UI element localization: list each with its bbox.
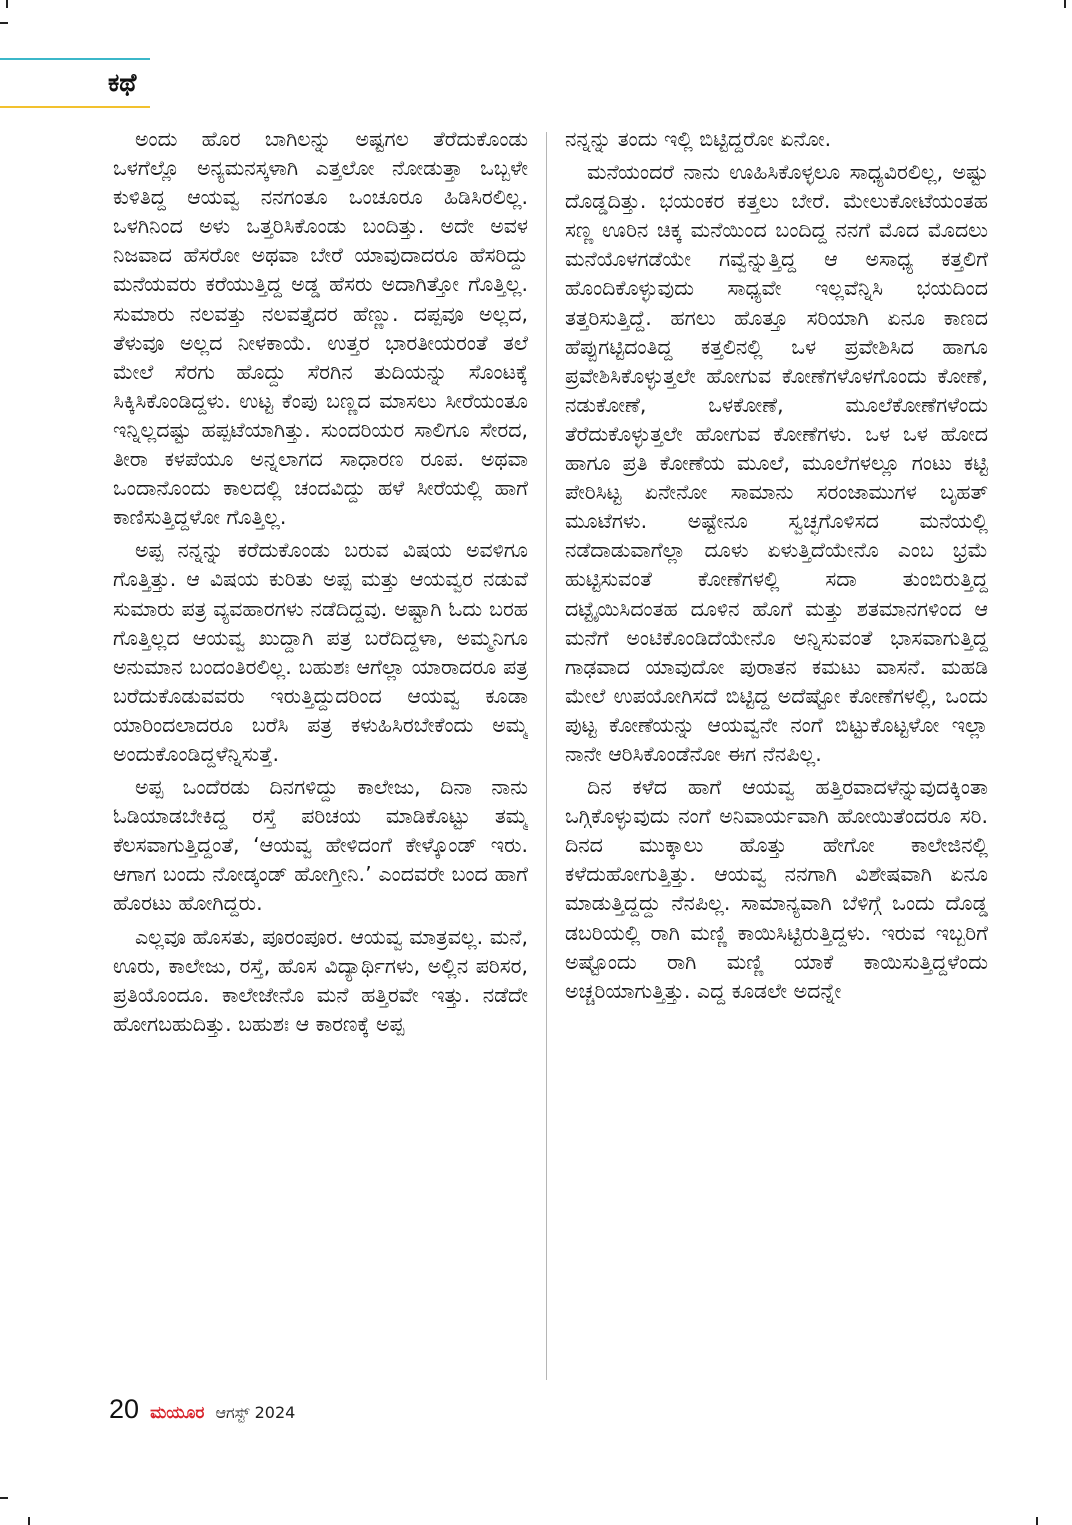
crop-mark-top-left [6, 0, 8, 8]
column-divider [546, 132, 547, 1380]
issue-date: ಆಗಸ್ಟ್ 2024 [215, 1403, 296, 1422]
paragraph: ದಿನ ಕಳೆದ ಹಾಗೆ ಆಯವ್ವ ಹತ್ತಿರವಾದಳೆನ್ನುವುದಕ್ಕಿಂತಾ ಒಗ್ಗಿಕೊಳ್ಳುವುದು ನಂಗೆ ಅನಿವಾರ್ಯವಾಗಿ ಹೋಯಿತೆಂದರೂ ಸರಿ. ದಿನದ ಮುಕ್ಕಾಲು ಹೊತ್ತು ಹೇಗೋ ಕಾಲೇಜಿನಲ್ಲಿ ಕಳೆದುಹೋಗುತ್ತಿತ್ತು. ಆಯವ್ವ ನನಗಾಗಿ ವಿಶೇಷವಾಗಿ ಏನೂ ಮಾಡುತ್ತಿದ್ದದ್ದು ನೆನಪಿಲ್ಲ. ಸಾಮಾನ್ಯವಾಗಿ ಬೆಳಿಗ್ಗೆ ಒಂದು ದೊಡ್ಡ ಡಬರಿಯಲ್ಲಿ ರಾಗಿ ಮಣ್ಣಿ ಕಾಯಿಸಿಟ್ಟಿರುತ್ತಿದ್ದಳು. ಇರುವ ಇಬ್ಬರಿಗೆ ಅಷ್ಟೊಂದು ರಾಗಿ ಮಣ್ಣಿ ಯಾಕೆ ಕಾಯಿಸುತ್ತಿದ್ದಳೆಂದು ಅಚ್ಚರಿಯಾಗುತ್ತಿತ್ತು. ಎದ್ದ ಕೂಡಲೇ ಅದನ್ನೇ [565, 775, 988, 1003]
magazine-logo: ಮಯೂರ [150, 1403, 205, 1423]
header-rule-yellow [0, 106, 150, 108]
paragraph: ಎಲ್ಲವೂ ಹೊಸತು, ಪೂರಂಪೂರ. ಆಯವ್ವ ಮಾತ್ರವಲ್ಲ. ಮನೆ, ಊರು, ಕಾಲೇಜು, ರಸ್ತೆ, ಹೊಸ ವಿದ್ಯಾರ್ಥಿಗಳು, ಅಲ್ಲಿನ ಪರಿಸರ, ಪ್ರತಿಯೊಂದೂ. ಕಾಲೇಜೇನೊ ಮನೆ ಹತ್ತಿರವೇ ಇತ್ತು. ನಡೆದೇ ಹೋಗಬಹುದಿತ್ತು. ಬಹುಶಃ ಆ ಕಾರಣಕ್ಕೆ ಅಪ್ಪ [113, 924, 528, 1036]
page-number: 20 [109, 1394, 140, 1424]
crop-mark-bottom-left [0, 1497, 8, 1499]
page-footer [109, 1394, 295, 1426]
crop-mark-top-left-h [0, 22, 8, 24]
section-header [0, 58, 150, 108]
paragraph: ನನ್ನನ್ನು ತಂದು ಇಲ್ಲಿ ಬಿಟ್ಟಿದ್ದರೋ ಏನೋ. [565, 127, 832, 151]
paragraph: ಅಪ್ಪ ನನ್ನನ್ನು ಕರೆದುಕೊಂಡು ಬರುವ ವಿಷಯ ಅವಳಿಗೂ ಗೊತ್ತಿತ್ತು. ಆ ವಿಷಯ ಕುರಿತು ಅಪ್ಪ ಮತ್ತು ಆಯವ್ವರ ನಡುವೆ ಸುಮಾರು ಪತ್ರ ವ್ಯವಹಾರಗಳು ನಡೆದಿದ್ದವು. ಅಷ್ಟಾಗಿ ಓದು ಬರಹ ಗೊತ್ತಿಲ್ಲದ ಆಯವ್ವ ಖುದ್ದಾಗಿ ಪತ್ರ ಬರೆದಿದ್ದಳಾ, ಅಮ್ಮನಿಗೂ ಅನುಮಾನ ಬಂದಂತಿರಲಿಲ್ಲ. ಬಹುಶಃ ಆಗೆಲ್ಲಾ ಯಾರಾದರೂ ಪತ್ರ ಬರೆದುಕೊಡುವವರು ಇರುತ್ತಿದ್ದುದರಿಂದ ಆಯವ್ವ ಕೂಡಾ ಯಾರಿಂದಲಾದರೂ ಬರೆಸಿ ಪತ್ರ ಕಳುಹಿಸಿರಬೇಕೆಂದು ಅಮ್ಮ ಅಂದುಕೊಂಡಿದ್ದಳೆನ್ನಿಸುತ್ತೆ. [113, 538, 528, 766]
left-column [113, 125, 528, 1380]
header-rule-teal [0, 58, 150, 60]
section-label: ಕಥೆ [108, 68, 137, 97]
right-column [565, 125, 988, 1380]
paragraph: ಅಪ್ಪ ಒಂದೆರಡು ದಿನಗಳಿದ್ದು ಕಾಲೇಜು, ದಿನಾ ನಾನು ಓಡಿಯಾಡಬೇಕಿದ್ದ ರಸ್ತೆ ಪರಿಚಯ ಮಾಡಿಕೊಟ್ಟು ತಮ್ಮ ಕೆಲಸವಾಗುತ್ತಿದ್ದಂತೆ, ‘ಆಯವ್ವ ಹೇಳಿದಂಗೆ ಕೇಳ್ಕೊಂಡ್ ಇರು. ಆಗಾಗ ಬಂದು ನೋಡ್ಕಂಡ್ ಹೋಗ್ತೀನಿ.’ ಎಂದವರೇ ಬಂದ ಹಾಗೆ ಹೊರಟು ಹೋಗಿದ್ದರು. [113, 775, 528, 916]
crop-mark-bottom-right [1036, 1517, 1038, 1525]
paragraph: ಮನೆಯಂದರೆ ನಾನು ಊಹಿಸಿಕೊಳ್ಳಲೂ ಸಾಧ್ಯವಿರಲಿಲ್ಲ, ಅಷ್ಟು ದೊಡ್ಡದಿತ್ತು. ಭಯಂಕರ ಕತ್ತಲು ಬೇರೆ. ಮೇಲುಕೋಟೆಯಂತಹ ಸಣ್ಣ ಊರಿನ ಚಿಕ್ಕ ಮನೆಯಿಂದ ಬಂದಿದ್ದ ನನಗೆ ಮೊದ ಮೊದಲು ಮನೆಯೊಳಗಡೆಯೇ ಗವ್ವೆನ್ನುತ್ತಿದ್ದ ಆ ಅಸಾಧ್ಯ ಕತ್ತಲಿಗೆ ಹೊಂದಿಕೊಳ್ಳುವುದು ಸಾಧ್ಯವೇ ಇಲ್ಲವೆನ್ನಿಸಿ ಭಯದಿಂದ ತತ್ತರಿಸುತ್ತಿದ್ದೆ. ಹಗಲು ಹೊತ್ತೂ ಸರಿಯಾಗಿ ಏನೂ ಕಾಣದ ಹೆಪ್ಪುಗಟ್ಟಿದಂತಿದ್ದ ಕತ್ತಲಿನಲ್ಲಿ ಒಳ ಪ್ರವೇಶಿಸಿದ ಹಾಗೂ ಪ್ರವೇಶಿಸಿಕೊಳ್ಳುತ್ತಲೇ ಹೋಗುವ ಕೋಣೆಗಳೊಳಗೊಂದು ಕೋಣೆ, ನಡುಕೋಣೆ, ಒಳಕೋಣೆ, ಮೂಲೆಕೋಣೆಗಳೆಂದು ತೆರೆದುಕೊಳ್ಳುತ್ತಲೇ ಹೋಗುವ ಕೋಣೆಗಳು. ಒಳ ಒಳ ಹೋದ ಹಾಗೂ ಪ್ರತಿ ಕೋಣೆಯ ಮೂಲೆ, ಮೂಲೆಗಳಲ್ಲೂ ಗಂಟು ಕಟ್ಟಿ ಪೇರಿಸಿಟ್ಟ ಏನೇನೋ ಸಾಮಾನು ಸರಂಜಾಮುಗಳ ಬೃಹತ್ ಮೂಟೆಗಳು. ಅಷ್ಟೇನೂ ಸ್ವಚ್ಛಗೊಳಿಸದ ಮನೆಯಲ್ಲಿ ನಡೆದಾಡುವಾಗೆಲ್ಲಾ ದೂಳು ಏಳುತ್ತಿದೆಯೇನೊ ಎಂಬ ಭ್ರಮೆ ಹುಟ್ಟಿಸುವಂತೆ ಕೋಣೆಗಳಲ್ಲಿ ಸದಾ ತುಂಬಿರುತ್ತಿದ್ದ ದಟ್ಟೈಯಿಸಿದಂತಹ ದೂಳಿನ ಹೊಗೆ ಮತ್ತು ಶತಮಾನಗಳಿಂದ ಆ ಮನೆಗೆ ಅಂಟಿಕೊಂಡಿದೆಯೇನೊ ಅನ್ನಿಸುವಂತೆ ಭಾಸವಾಗುತ್ತಿದ್ದ ಗಾಢವಾದ ಯಾವುದೋ ಪುರಾತನ ಕಮಟು ವಾಸನೆ. ಮಹಡಿ ಮೇಲೆ ಉಪಯೋಗಿಸದೆ ಬಿಟ್ಟಿದ್ದ ಅದೆಷ್ಟೋ ಕೋಣೆಗಳಲ್ಲಿ, ಒಂದು ಪುಟ್ಟ ಕೋಣೆಯನ್ನು ಆಯವ್ವನೇ ನಂಗೆ ಬಿಟ್ಟುಕೊಟ್ಟಳೋ ಇಲ್ಲಾ ನಾನೇ ಆರಿಸಿಕೊಂಡೆನೋ ಈಗ ನೆನಪಿಲ್ಲ. [565, 160, 988, 766]
crop-mark-bottom-left-v [28, 1517, 30, 1525]
paragraph: ಅಂದು ಹೊರ ಬಾಗಿಲನ್ನು ಅಷ್ಟಗಲ ತೆರೆದುಕೊಂಡು ಒಳಗೆಲ್ಲೊ ಅನ್ಯಮನಸ್ಕಳಾಗಿ ಎತ್ತಲೋ ನೋಡುತ್ತಾ ಒಬ್ಬಳೇ ಕುಳಿತಿದ್ದ ಆಯವ್ವ ನನಗಂತೂ ಒಂಚೂರೂ ಹಿಡಿಸಿರಲಿಲ್ಲ. ಒಳಗಿನಿಂದ ಅಳು ಒತ್ತರಿಸಿಕೊಂಡು ಬಂದಿತ್ತು. ಅದೇ ಅವಳ ನಿಜವಾದ ಹೆಸರೋ ಅಥವಾ ಬೇರೆ ಯಾವುದಾದರೂ ಹೆಸರಿದ್ದು ಮನೆಯವರು ಕರೆಯುತ್ತಿದ್ದ ಅಡ್ಡ ಹೆಸರು ಅದಾಗಿತ್ತೋ ಗೊತ್ತಿಲ್ಲ. ಸುಮಾರು ನಲವತ್ತು ನಲವತ್ತೈದರ ಹೆಣ್ಣು. ದಪ್ಪವೂ ಅಲ್ಲದ, ತೆಳುವೂ ಅಲ್ಲದ ನೀಳಕಾಯೆ. ಉತ್ತರ ಭಾರತೀಯರಂತೆ ತಲೆ ಮೇಲೆ ಸೆರಗು ಹೊದ್ದು ಸೆರಗಿನ ತುದಿಯನ್ನು ಸೊಂಟಕ್ಕೆ ಸಿಕ್ಕಿಸಿಕೊಂಡಿದ್ದಳು. ಉಟ್ಟ ಕೆಂಪು ಬಣ್ಣದ ಮಾಸಲು ಸೀರೆಯಂತೂ ಇನ್ನಿಲ್ಲದಷ್ಟು ಹಪ್ಪಟೆಯಾಗಿತ್ತು. ಸುಂದರಿಯರ ಸಾಲಿಗೂ ಸೇರದ, ತೀರಾ ಕಳಪೆಯೂ ಅನ್ನಲಾಗದ ಸಾಧಾರಣ ರೂಪ. ಅಥವಾ ಒಂದಾನೊಂದು ಕಾಲದಲ್ಲಿ ಚಂದವಿದ್ದು ಹಳೆ ಸೀರೆಯಲ್ಲಿ ಹಾಗೆ ಕಾಣಿಸುತ್ತಿದ್ದಳೋ ಗೊತ್ತಿಲ್ಲ. [113, 127, 528, 530]
crop-mark-top-right [1064, 0, 1066, 8]
